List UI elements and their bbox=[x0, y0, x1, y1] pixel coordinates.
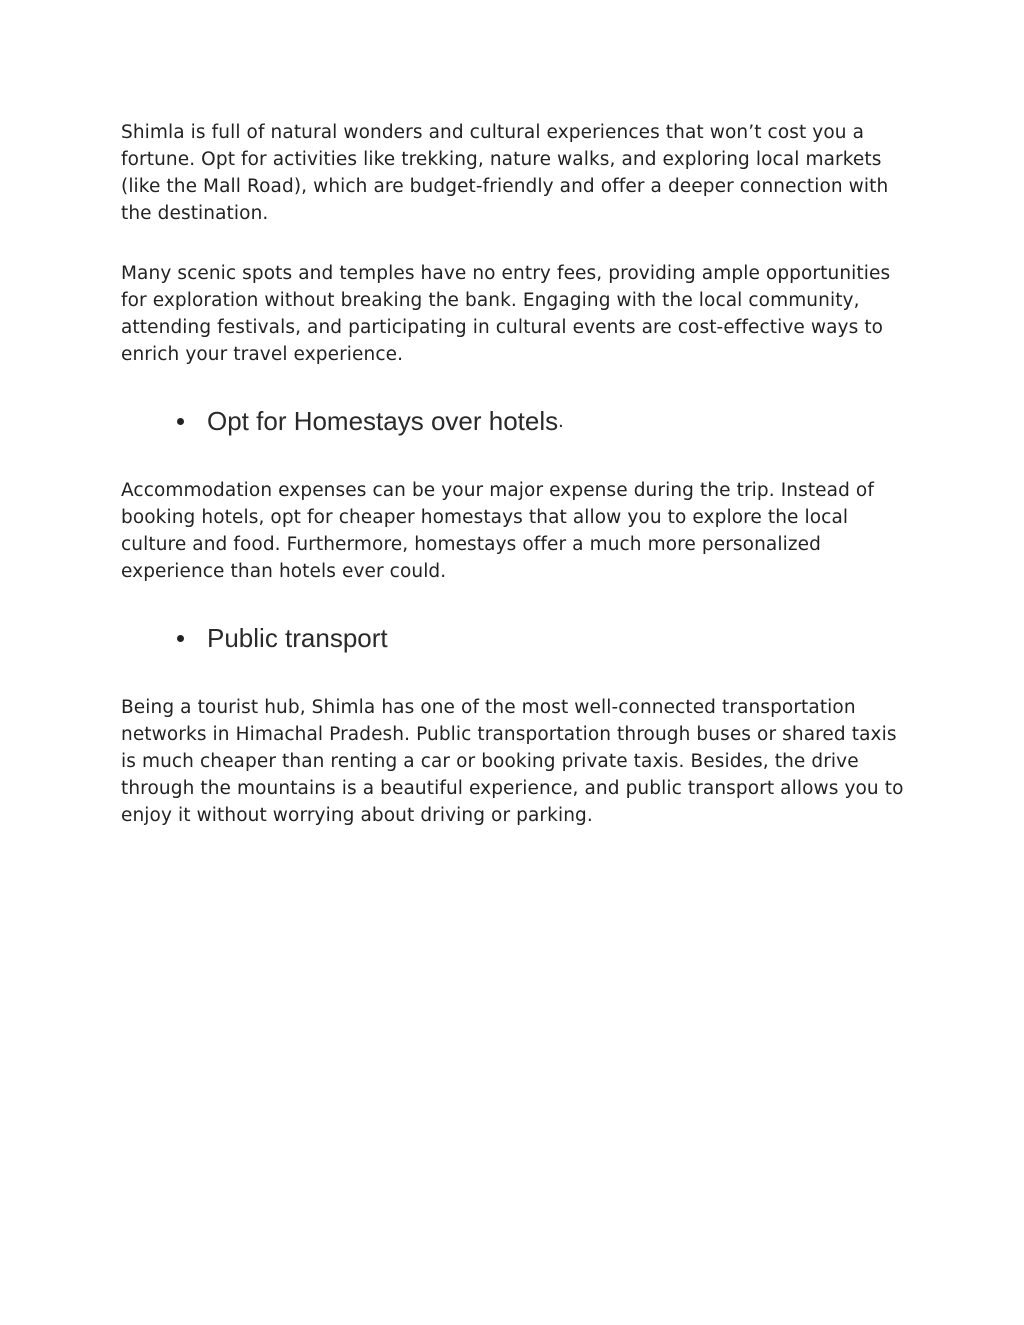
document-body bbox=[121, 119, 911, 829]
paragraph-accommodation: Accommodation expenses can be your major expense during the trip. Instead of booking hotels, opt for cheaper homestays that allow you to explore the local culture and food. Furthermore, homestays offer a much more personalized experience than hotels ever could. bbox=[121, 480, 874, 582]
heading-homestays-text: Opt for Homestays over hotels bbox=[207, 406, 559, 436]
heading-public-transport bbox=[121, 621, 911, 655]
paragraph-natural-wonders: Shimla is full of natural wonders and cultural experiences that won’t cost you a fortune. Opt for activities like trekking, nature walks, and exploring local markets (like the Mall Road), which are budget-friendly and offer a deeper connection with the destination. bbox=[121, 122, 889, 224]
heading-homestays-period: . bbox=[558, 410, 564, 432]
paragraph-scenic-spots: Many scenic spots and temples have no entry fees, providing ample opportunities for exploration without breaking the bank. Engaging with the local community, attending festivals, and participating in cultural events are cost-effective ways to enrich your travel experience. bbox=[121, 263, 891, 365]
heading-homestays bbox=[121, 404, 911, 438]
bullet-icon bbox=[177, 418, 184, 425]
paragraph-transport: Being a tourist hub, Shimla has one of the most well-connected transportation networks in Himachal Pradesh. Public transportation through buses or shared taxis is much cheaper than renting a car or booking private taxis. Besides, the drive through the mountains is a beautiful experience, and public transport allows you to enjoy it without worrying about driving or parking. bbox=[121, 697, 904, 826]
bullet-icon bbox=[177, 635, 184, 642]
heading-public-transport-text: Public transport bbox=[207, 623, 388, 653]
